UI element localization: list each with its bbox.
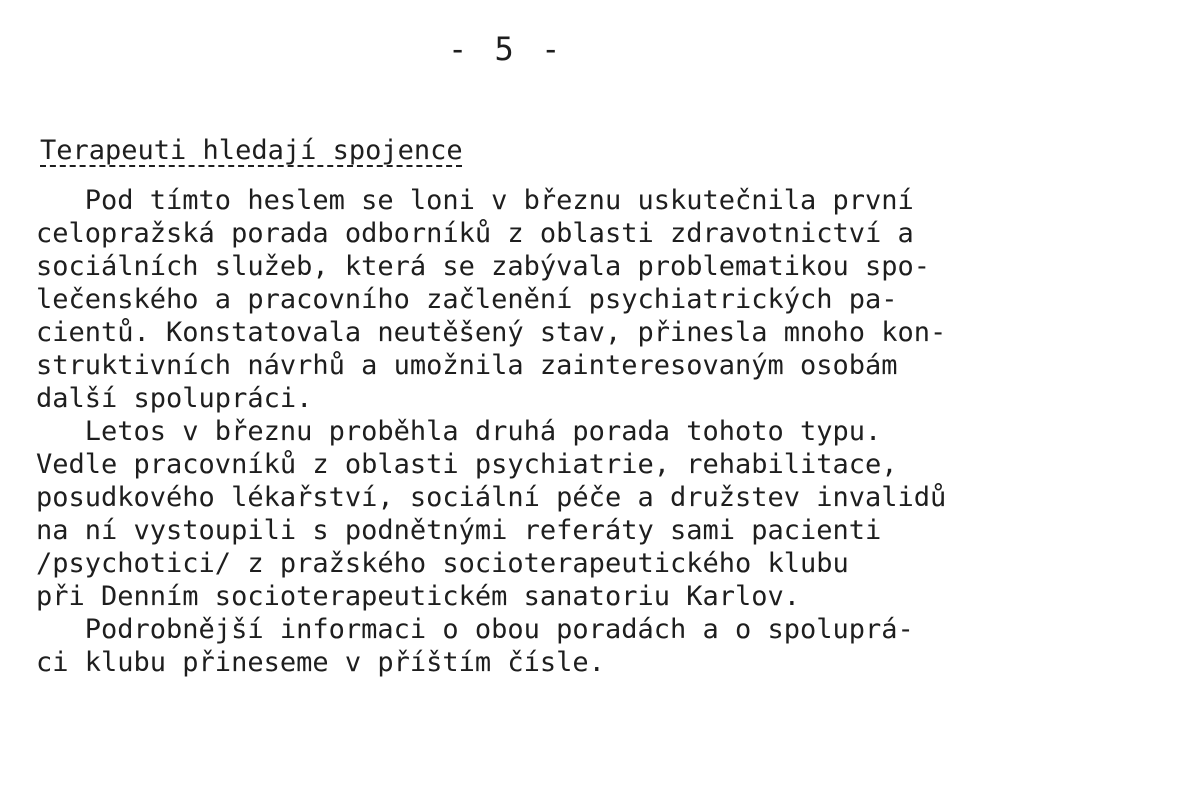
- text-line: /psychotici/ z pražského socioterapeutického klubu: [36, 548, 849, 579]
- text-line: ci klubu přineseme v příštím čísle.: [36, 647, 605, 678]
- article-heading: Terapeuti hledají spojence: [40, 135, 463, 166]
- text-line: lečenského a pracovního začlenění psychiatrických pa-: [36, 284, 898, 315]
- article-body: [36, 184, 1196, 679]
- text-line: Pod tímto heslem se loni v březnu uskutečnila první: [36, 185, 914, 216]
- text-line: Vedle pracovníků z oblasti psychiatrie, rehabilitace,: [36, 449, 898, 480]
- text-line: Podrobnější informaci o obou poradách a o spoluprá-: [36, 614, 914, 645]
- text-line: cientů. Konstatovala neutěšený stav, přinesla mnoho kon-: [36, 317, 947, 348]
- text-line: na ní vystoupili s podnětnými referáty sami pacienti: [36, 515, 882, 546]
- page-number: - 5 -: [448, 30, 565, 68]
- text-line: sociálních služeb, která se zabývala problematikou spo-: [36, 251, 931, 282]
- text-line: struktivních návrhů a umožnila zainteresovaným osobám: [36, 350, 898, 381]
- text-line: celopražská porada odborníků z oblasti zdravotnictví a: [36, 218, 914, 249]
- text-line: posudkového lékařství, sociální péče a družstev invalidů: [36, 482, 947, 513]
- text-line: další spolupráci.: [36, 383, 313, 414]
- text-line: při Denním socioterapeutickém sanatoriu Karlov.: [36, 581, 801, 612]
- text-line: Letos v březnu proběhla druhá porada tohoto typu.: [36, 416, 882, 447]
